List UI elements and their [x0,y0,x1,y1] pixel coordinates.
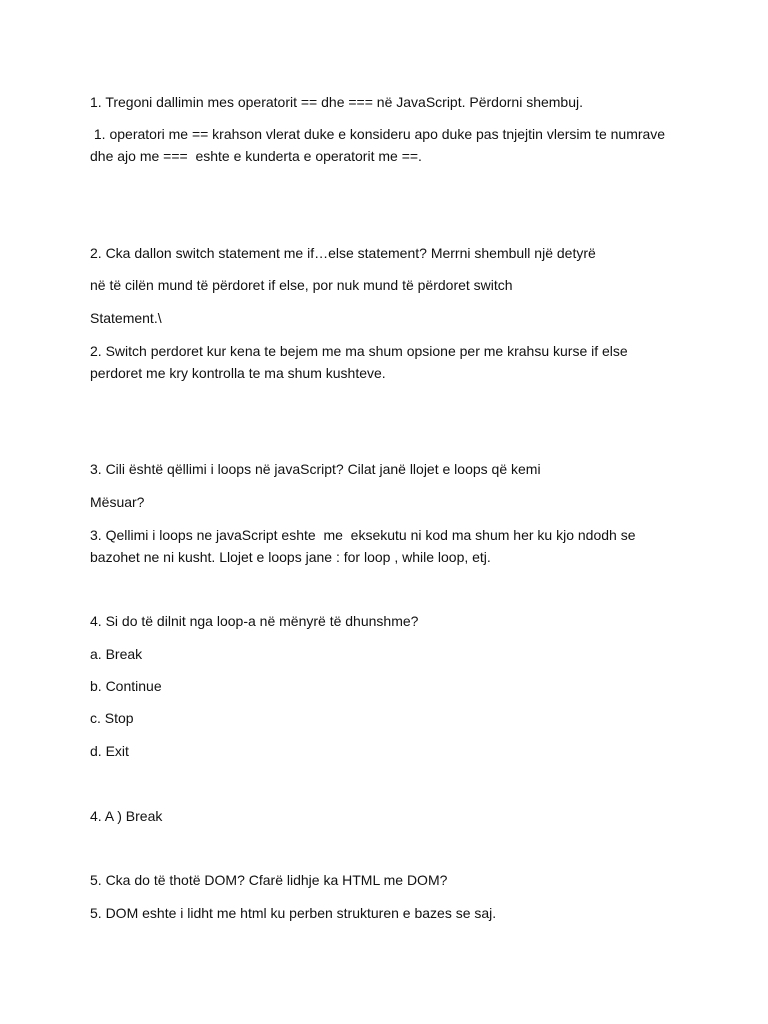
question-2-line-2: në të cilën mund të përdoret if else, por nuk mund të përdoret switch [90,277,513,293]
option-c: c. Stop [90,710,134,726]
option-b: b. Continue [90,678,162,694]
question-3-line-2: Mësuar? [90,494,145,510]
answer-1: 1. operatori me == krahson vlerat duke e konsideru apo duke pas tnjejtin vlersim te numrave dhe ajo me === eshte e kunderta e operatorit me ==. [90,126,669,164]
answer-3: 3. Qellimi i loops ne javaScript eshte me eksekutu ni kod ma shum her ku kjo ndodh se bazohet ne ni kusht. Llojet e loops jane : for loop , while loop, etj. [90,527,640,565]
question-2-line-3: Statement.\ [90,310,162,326]
option-a: a. Break [90,646,143,662]
option-d: d. Exit [90,743,129,759]
question-2-line-1: 2. Cka dallon switch statement me if…else statement? Merrni shembull një detyrë [90,245,596,261]
answer-5: 5. DOM eshte i lidht me html ku perben strukturen e bazes se saj. [90,905,497,921]
question-3-line-1: 3. Cili është qëllimi i loops në javaScript? Cilat janë llojet e loops që kemi [90,461,541,477]
question-4: 4. Si do të dilnit nga loop-a në mënyrë të dhunshme? [90,613,419,629]
question-1: 1. Tregoni dallimin mes operatorit == dhe === në JavaScript. Përdorni shembuj. [90,94,583,110]
answer-4: 4. A ) Break [90,808,163,824]
question-5: 5. Cka do të thotë DOM? Cfarë lidhje ka HTML me DOM? [90,872,448,888]
answer-2: 2. Switch perdoret kur kena te bejem me ma shum opsione per me krahsu kurse if else perdoret me kry kontrolla te ma shum kushteve. [90,343,632,381]
